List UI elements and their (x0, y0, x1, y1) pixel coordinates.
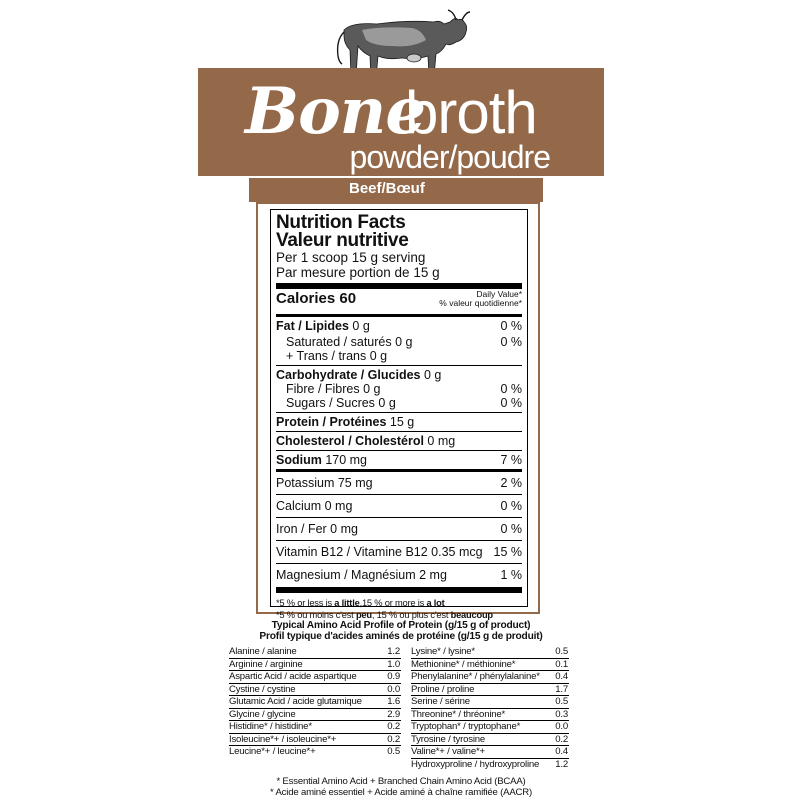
saturated-label: Saturated / saturés 0 g (286, 335, 413, 349)
potassium-block (276, 472, 522, 494)
amino-name: Arginine / arginine (229, 658, 303, 670)
fibre-label: Fibre / Fibres 0 g (286, 382, 381, 396)
b12-row (276, 545, 522, 559)
flavor-label: Beef/Bœuf (349, 180, 425, 197)
amino-row (411, 709, 569, 722)
amino-value: 1.7 (555, 683, 568, 695)
footnote-text: ,15 % or more is (359, 598, 427, 608)
magnesium-label: Magnesium / Magnésium 2 mg (276, 568, 447, 582)
amino-name: Lysine* / lysine* (411, 646, 475, 657)
amino-name: Cystine / cystine (229, 683, 296, 695)
amino-row (229, 659, 401, 672)
amino-name: Aspartic Acid / acide aspartique (229, 671, 357, 682)
amino-row (229, 696, 401, 709)
sugars-label: Sugars / Sucres 0 g (286, 396, 396, 410)
calories-row (276, 289, 522, 314)
calories-label: Calories 60 (276, 290, 357, 307)
amino-name: Phenylalanine* / phénylalanine* (411, 671, 540, 682)
amino-row (229, 709, 401, 722)
iron-percent: 0 % (500, 522, 522, 536)
amino-row (229, 746, 401, 758)
saturated-percent: 0 % (500, 335, 522, 349)
fat-value: 0 g (348, 319, 370, 333)
amino-table-right (411, 646, 569, 770)
daily-value-footnote (276, 593, 522, 621)
iron-label: Iron / Fer 0 mg (276, 522, 358, 536)
protein-label: Protein / Protéines (276, 415, 387, 429)
carb-block (276, 366, 522, 412)
amino-value: 1.2 (555, 758, 568, 770)
amino-note-fr: * Acide aminé essentiel + Acide aminé à chaîne ramifiée (AACR) (270, 787, 532, 798)
daily-value-fr: % valeur quotidienne* (439, 298, 522, 308)
amino-row (411, 671, 569, 684)
footnote-en (276, 597, 522, 609)
amino-name: Histidine* / histidine* (229, 721, 312, 732)
amino-name: Isoleucine*+ / isoleucine*+ (229, 733, 337, 745)
amino-row (229, 721, 401, 734)
protein-value: 15 g (386, 415, 415, 429)
amino-name: Leucine*+ / leucine*+ (229, 746, 316, 757)
carb-value: 0 g (420, 368, 442, 382)
magnesium-percent: 1 % (500, 568, 522, 582)
amino-note-en: * Essential Amino Acid + Branched Chain Amino Acid (BCAA) (276, 776, 526, 787)
potassium-row (276, 476, 522, 490)
amino-value: 0.4 (555, 746, 568, 757)
sugars-percent: 0 % (500, 396, 522, 410)
amino-value: 0.3 (555, 708, 568, 720)
calcium-row (276, 499, 522, 513)
b12-block (276, 541, 522, 563)
saturated-row (276, 335, 522, 363)
serving-size-fr: Par mesure portion de 15 g (276, 265, 440, 280)
footnote-text: *5 % or less is (276, 598, 335, 608)
cholesterol-label: Cholesterol / Cholestérol (276, 434, 424, 448)
iron-block (276, 518, 522, 540)
potassium-label: Potassium 75 mg (276, 476, 373, 490)
fat-percent: 0 % (500, 319, 522, 333)
amino-value: 0.1 (555, 658, 568, 670)
amino-title-fr: Profil typique d'acides aminés de protéine (g/15 g de produit) (259, 631, 543, 642)
amino-row (411, 734, 569, 747)
sodium-row (276, 453, 522, 467)
amino-profile-title (230, 620, 572, 642)
sodium-percent: 7 % (500, 453, 522, 467)
brand-script-word: Bone (245, 74, 426, 149)
amino-value: 2.9 (387, 708, 400, 720)
sugars-row (276, 396, 522, 410)
carb-row (276, 368, 522, 382)
product-type: powder/poudre (349, 139, 550, 175)
protein-row (276, 415, 522, 429)
amino-row (411, 746, 569, 759)
serving-size-en: Per 1 scoop 15 g serving (276, 250, 426, 265)
calcium-label: Calcium 0 mg (276, 499, 353, 513)
b12-percent: 15 % (493, 545, 522, 559)
brand-word: broth (405, 79, 537, 146)
b12-label: Vitamin B12 / Vitamine B12 0.35 mcg (276, 545, 483, 559)
trans-label: + Trans / trans 0 g (286, 349, 388, 363)
fat-row (276, 319, 522, 333)
amino-value: 0.2 (387, 733, 400, 745)
nutrition-facts-panel (270, 209, 528, 620)
cholesterol-block (276, 432, 522, 450)
cholesterol-row (276, 434, 522, 448)
amino-name: Methionine* / méthionine* (411, 658, 516, 670)
iron-row (276, 522, 522, 536)
amino-value: 0.5 (555, 646, 568, 657)
fibre-percent: 0 % (500, 382, 522, 396)
calcium-block (276, 495, 522, 517)
amino-row (411, 684, 569, 697)
amino-name: Valine*+ / valine*+ (411, 746, 485, 757)
amino-row (411, 759, 569, 771)
footnote-emphasis: a little (334, 598, 360, 608)
flavor-tab (249, 178, 543, 202)
amino-value: 1.0 (387, 658, 400, 670)
amino-value: 0.0 (387, 683, 400, 695)
nutrition-title-fr: Valeur nutritive (276, 230, 409, 251)
magnesium-row (276, 568, 522, 582)
amino-row (229, 671, 401, 684)
daily-value-en: Daily Value* (476, 289, 522, 299)
footnote-text: *5 % ou moins c'est (276, 610, 356, 620)
footnote-text: , 15 % ou plus c'est (371, 610, 451, 620)
amino-name: Alanine / alanine (229, 646, 297, 657)
amino-row (229, 734, 401, 747)
fat-label: Fat / Lipides (276, 319, 349, 333)
amino-value: 1.2 (387, 646, 400, 657)
amino-table-left (229, 646, 401, 758)
amino-row (229, 684, 401, 697)
amino-value: 0.9 (387, 671, 400, 682)
magnesium-block (276, 564, 522, 587)
amino-value: 1.6 (387, 696, 400, 707)
amino-value: 0.4 (555, 671, 568, 682)
amino-row (411, 696, 569, 709)
sodium-value: 170 mg (321, 453, 368, 467)
amino-row (411, 721, 569, 734)
amino-value: 0.5 (387, 746, 400, 757)
amino-value: 0.2 (387, 721, 400, 732)
amino-row (411, 646, 569, 659)
footnote-emphasis: a lot (426, 598, 445, 608)
amino-name: Threonine* / thréonine* (411, 708, 506, 720)
amino-value: 0.2 (555, 733, 568, 745)
cholesterol-value: 0 mg (423, 434, 456, 448)
fibre-row (276, 382, 522, 396)
nutrition-title-en: Nutrition Facts (276, 212, 406, 233)
footnote-emphasis: beaucoup (450, 610, 493, 620)
calcium-percent: 0 % (500, 499, 522, 513)
potassium-percent: 2 % (500, 476, 522, 490)
amino-row (411, 659, 569, 672)
sodium-label: Sodium (276, 453, 322, 467)
amino-name: Proline / proline (411, 683, 475, 695)
carb-label: Carbohydrate / Glucides (276, 368, 421, 382)
amino-name: Tryptophan* / tryptophane* (411, 721, 521, 732)
amino-name: Tyrosine / tyrosine (411, 733, 486, 745)
footnote-emphasis: peu (355, 610, 372, 620)
amino-name: Hydroxyproline / hydroxyproline (411, 758, 540, 770)
amino-name: Glycine / glycine (229, 708, 296, 720)
sodium-block (276, 451, 522, 469)
daily-value-header (439, 290, 522, 308)
amino-name: Serine / sérine (411, 696, 470, 707)
fat-block (276, 317, 522, 365)
amino-value: 0.5 (555, 696, 568, 707)
amino-title-en: Typical Amino Acid Profile of Protein (g/15 g of product) (271, 620, 531, 631)
protein-block (276, 413, 522, 431)
amino-value: 0.0 (555, 721, 568, 732)
amino-row (229, 646, 401, 659)
amino-name: Glutamic Acid / acide glutamique (229, 696, 362, 707)
